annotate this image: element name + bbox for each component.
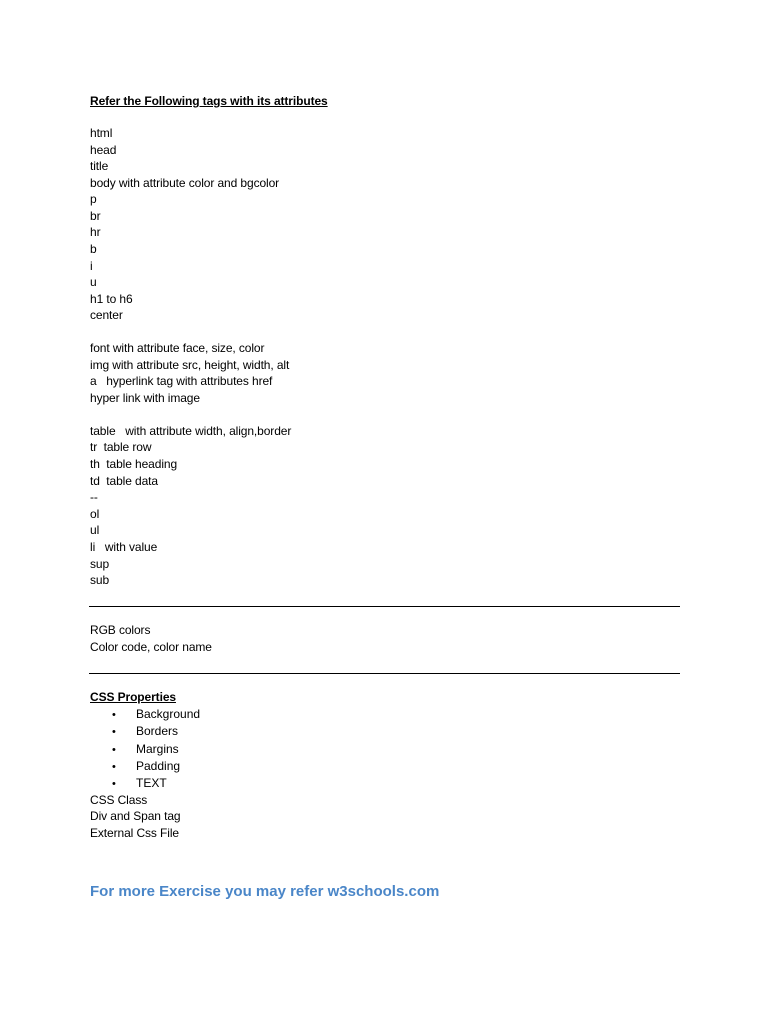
colors-item: Color code, color name (90, 640, 212, 654)
bullet-icon: • (112, 761, 116, 773)
tag-item: center (90, 308, 123, 322)
bullet-icon: • (112, 726, 116, 738)
tags-heading: Refer the Following tags with its attributes (90, 94, 328, 108)
tag-item: a hyperlink tag with attributes href (90, 374, 273, 388)
tag-item: html (90, 126, 113, 140)
tag-item: img with attribute src, height, width, alt (90, 358, 290, 372)
tag-item: p (90, 192, 97, 206)
divider (89, 606, 680, 607)
css-bullet-label: Margins (136, 742, 179, 756)
tag-item: font with attribute face, size, color (90, 341, 265, 355)
bullet-icon: • (112, 709, 116, 721)
css-bullet-label: Padding (136, 759, 181, 773)
tag-item: h1 to h6 (90, 292, 133, 306)
tag-item: th table heading (90, 457, 178, 471)
tag-item: u (90, 275, 97, 289)
tag-item: sup (90, 557, 110, 571)
tag-item: head (90, 143, 117, 157)
css-bullet-label: TEXT (136, 776, 167, 790)
tag-item: br (90, 209, 101, 223)
colors-item: RGB colors (90, 623, 151, 637)
tag-item: body with attribute color and bgcolor (90, 176, 280, 190)
tag-item: ol (90, 507, 100, 521)
css-bullet-label: Background (136, 707, 201, 721)
bullet-icon: • (112, 744, 116, 756)
tag-item: i (90, 259, 93, 273)
tag-item: -- (90, 490, 98, 504)
tag-item: sub (90, 573, 110, 587)
tag-item: li with value (90, 540, 158, 554)
css-item: External Css File (90, 826, 179, 840)
css-bullet-item (112, 775, 167, 792)
css-bullet-item (112, 758, 180, 775)
tag-item: td table data (90, 474, 158, 488)
css-bullet-item (112, 706, 200, 723)
divider (89, 673, 680, 674)
tag-item: hr (90, 225, 101, 239)
bullet-icon: • (112, 778, 116, 790)
tag-item: title (90, 159, 109, 173)
tag-item: ul (90, 523, 100, 537)
css-bullet-item (112, 723, 178, 740)
css-bullet-label: Borders (136, 724, 179, 738)
footer-note: For more Exercise you may refer w3schools.com (90, 883, 440, 900)
css-heading: CSS Properties (90, 690, 176, 704)
tag-item: b (90, 242, 97, 256)
css-item: Div and Span tag (90, 809, 181, 823)
css-bullet-item (112, 741, 179, 758)
tag-item: tr table row (90, 440, 152, 454)
tag-item: hyper link with image (90, 391, 200, 405)
tag-item: table with attribute width, align,border (90, 424, 292, 438)
css-item: CSS Class (90, 793, 148, 807)
